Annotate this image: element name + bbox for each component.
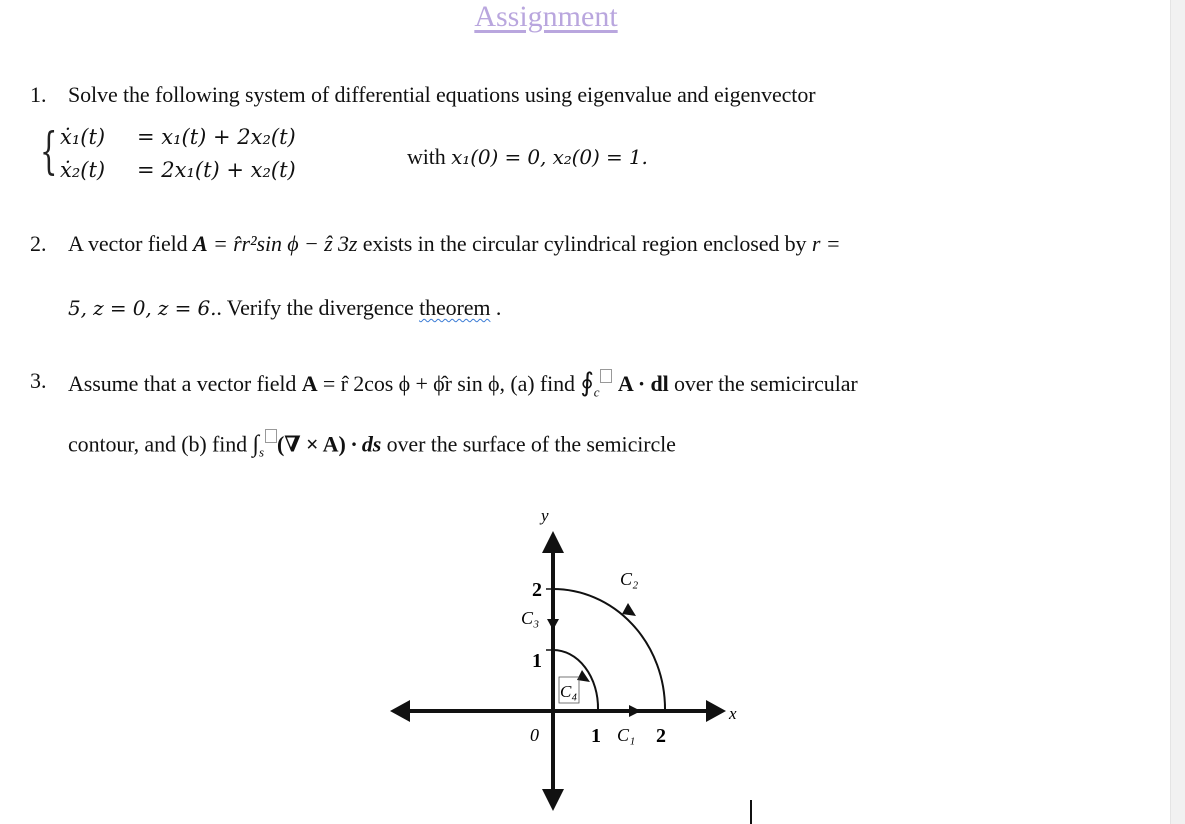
q3-field-expression: = r̂ 2cos ϕ + ϕ̂r sin ϕ,: [317, 371, 505, 396]
c4-label: C₄: [560, 682, 578, 701]
y-tick-label-1: 1: [532, 650, 542, 672]
q2-line2-text: . Verify the divergence: [216, 295, 420, 320]
page-title: Assignment: [474, 0, 618, 33]
q2-line2-end: .: [490, 295, 502, 320]
q3-contour-integral: ∮: [580, 368, 594, 397]
q2-field-symbol: A: [192, 231, 208, 256]
q3-curl: (∇ × A): [276, 431, 346, 457]
system-brace: {: [40, 122, 58, 180]
y-axis-label: y: [541, 506, 549, 525]
q3-line1-b: (a) find: [504, 371, 581, 396]
q3-number: 3.: [30, 368, 47, 393]
x-axis-right-arrow: [706, 700, 726, 722]
q1-eq2-rhs: = 2x₁(t) + x₂(t): [137, 158, 296, 182]
q2-line1-a: A vector field: [68, 231, 193, 256]
q2-line1-b: exists in the circular cylindrical region enclosed by: [357, 231, 812, 256]
q3-line2-b: over the surface of the semicircle: [381, 431, 676, 457]
q2-radius: r =: [811, 231, 841, 256]
y-axis-up-arrow: [542, 531, 564, 553]
c3-direction-arrow: [547, 619, 559, 630]
q3-ds: · ds: [345, 431, 382, 457]
x-axis-label: x: [729, 704, 737, 723]
q1-eq1-lhs: ẋ₁(t): [60, 125, 106, 149]
q3-field-symbol: A: [301, 371, 318, 396]
x-tick-label-1: 1: [591, 725, 601, 747]
x-tick-label-2: 2: [656, 725, 666, 747]
q3-line1-c: over the semicircular: [668, 371, 858, 396]
q3-line2-a: contour, and (b) find: [68, 431, 253, 457]
q3-dl: · dl: [632, 371, 669, 396]
q3-surface-integral: ∫: [252, 431, 259, 458]
q1-initial-values: x₁(0) = 0, x₂(0) = 1.: [451, 145, 648, 169]
q3-contour-sub: c: [593, 384, 600, 400]
c3-label: C₃: [521, 608, 540, 628]
text-cursor: [750, 800, 752, 824]
q2-field-expression: = r̂r²sin ϕ − ẑ 3z: [207, 231, 358, 256]
x-axis-left-arrow: [390, 700, 410, 722]
q1-number: 1.: [30, 82, 47, 107]
c2-direction-arrow: [622, 603, 636, 616]
q3-integrand: A: [617, 371, 633, 396]
origin-label: 0: [530, 725, 539, 745]
q2-theorem-word: theorem: [419, 295, 491, 320]
y-axis-down-arrow: [542, 789, 564, 811]
q1-text: Solve the following system of differential equations using eigenvalue and eigenvector: [68, 82, 816, 107]
q1-eq1-rhs: = x₁(t) + 2x₂(t): [137, 125, 296, 149]
q3-surface-sub: s: [258, 444, 264, 460]
q2-bounds: 5, z = 0, z = 6.: [68, 296, 217, 320]
c2-label: C₂: [620, 569, 639, 589]
c1-label: C₁: [617, 725, 636, 745]
q1-eq2-lhs: ẋ₂(t): [60, 158, 106, 182]
q2-number: 2.: [30, 231, 47, 256]
y-tick-label-2: 2: [532, 579, 542, 601]
q3-line1-a: Assume that a vector field: [68, 371, 302, 396]
c1-direction-arrow: [629, 705, 641, 717]
q1-initial-word: with: [407, 144, 446, 169]
